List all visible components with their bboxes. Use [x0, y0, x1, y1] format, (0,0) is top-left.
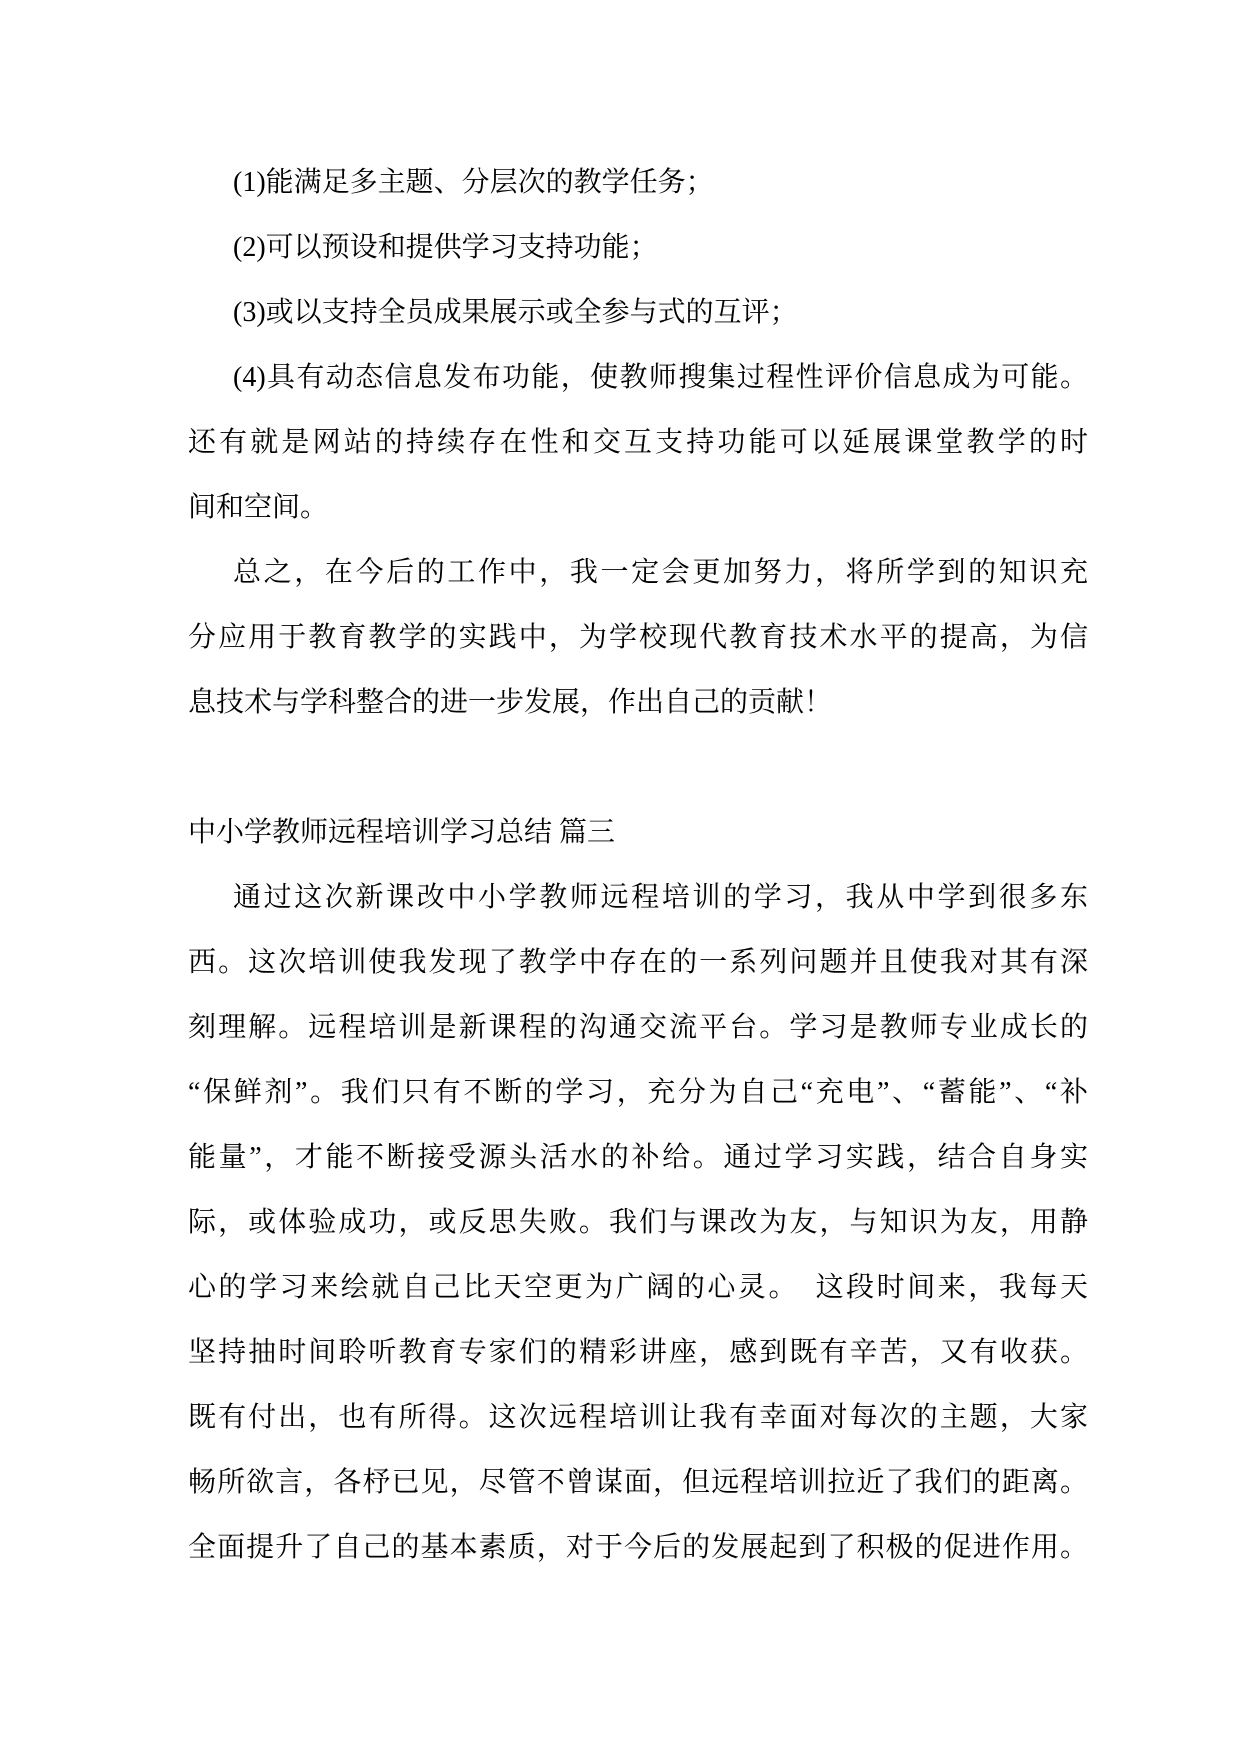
text-line: 能量”，才能不断接受源头活水的补给。通过学习实践，结合自身实 [188, 1142, 1088, 1173]
text-line: 息技术与学科整合的进一步发展，作出自己的贡献！ [188, 687, 833, 718]
text-line: “保鲜剂”。我们只有不断的学习，充分为自己“充电”、“蓄能”、“补 [188, 1077, 1088, 1108]
text-line: 心的学习来绘就自己比天空更为广阔的心灵。 这段时间来，我每天 [188, 1272, 1088, 1303]
text-line: (1)能满足多主题、分层次的教学任务； [233, 167, 714, 198]
document-text [188, 150, 1088, 1580]
text-line: 刻理解。远程培训是新课程的沟通交流平台。学习是教师专业成长的 [188, 1012, 1088, 1043]
text-line: 际，或体验成功，或反思失败。我们与课改为友，与知识为友，用静 [188, 1207, 1088, 1238]
text-line: (2)可以预设和提供学习支持功能； [233, 232, 658, 263]
text-line: 既有付出，也有所得。这次远程培训让我有幸面对每次的主题，大家 [188, 1402, 1088, 1433]
text-line: (4)具有动态信息发布功能，使教师搜集过程性评价信息成为可能。 [233, 362, 1088, 393]
text-line: 通过这次新课改中小学教师远程培训的学习，我从中学到很多东 [233, 882, 1088, 913]
blank-line [188, 735, 1088, 800]
text-line: 全面提升了自己的基本素质，对于今后的发展起到了积极的促进作用。 [188, 1532, 1088, 1563]
text-line: 坚持抽时间聆听教育专家们的精彩讲座，感到既有辛苦，又有收获。 [188, 1337, 1088, 1368]
text-line: 分应用于教育教学的实践中，为学校现代教育技术水平的提高，为信 [188, 622, 1088, 653]
text-line: 还有就是网站的持续存在性和交互支持功能可以延展课堂教学的时 [188, 427, 1088, 458]
text-line: 总之，在今后的工作中，我一定会更加努力，将所学到的知识充 [233, 557, 1088, 588]
text-line: 西。这次培训使我发现了教学中存在的一系列问题并且使我对其有深 [188, 947, 1088, 978]
text-line: 间和空间。 [188, 492, 329, 523]
section-heading: 中小学教师远程培训学习总结 篇三 [188, 817, 616, 848]
text-line: 畅所欲言，各杼已见，尽管不曾谋面，但远程培训拉近了我们的距离。 [188, 1467, 1088, 1498]
text-line: (3)或以支持全员成果展示或全参与式的互评； [233, 297, 798, 328]
